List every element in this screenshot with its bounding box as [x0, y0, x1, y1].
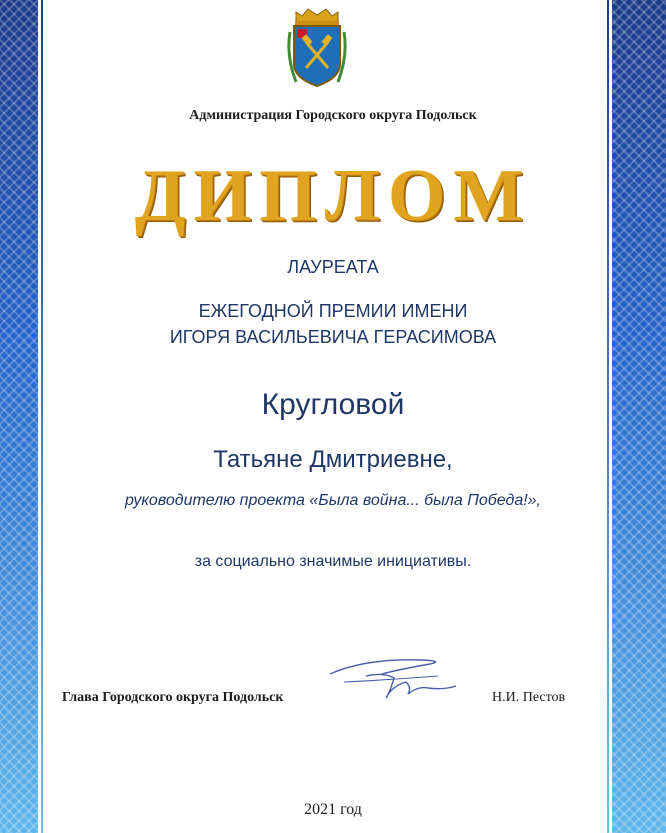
signer-title: Глава Городского округа Подольск	[62, 690, 284, 705]
award-line-1: ЕЖЕГОДНОЙ ПРЕМИИ ИМЕНИ	[198, 301, 468, 321]
award-line-2: ИГОРЯ ВАСИЛЬЕВИЧА ГЕРАСИМОВА	[169, 327, 497, 347]
issue-year: 2021 год	[304, 801, 362, 818]
diploma-title: ДИПЛОМ	[134, 155, 532, 237]
award-reason: за социально значимые инициативы.	[194, 553, 472, 570]
organization-name: Администрация Городского округа Подольск	[189, 108, 477, 123]
recipient-role: руководителю проекта «Была война... была Победа!»,	[125, 492, 541, 509]
signer-name: Н.И. Пестов	[492, 690, 566, 705]
signature-icon	[326, 652, 461, 702]
recipient-name: Татьяне Дмитриевне,	[213, 446, 453, 473]
laureate-label: ЛАУРЕАТА	[287, 257, 379, 277]
recipient-surname: Кругловой	[261, 388, 405, 421]
coat-of-arms-icon	[286, 6, 348, 90]
